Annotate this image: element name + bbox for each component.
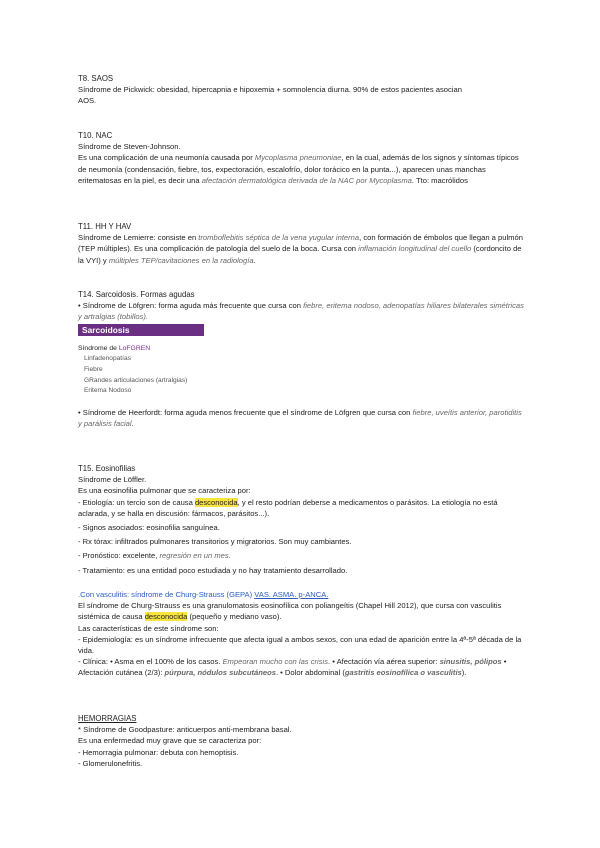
paragraph: - Clínica: • Asma en el 100% de los casos. Empeoran mucho con las crisis. • Afectación vía aérea superior: sinusitis, pólipos • Afectación cutánea (2/3): púrpura, nódulos subcutáneos. • Dolor abdominal (gastritis eosinofílica o vasculitis). [78, 657, 507, 678]
paragraph: • Síndrome de Löfgren: forma aguda más frecuente que cursa con fiebre, eritema nodoso, adenopatías hiliares bilaterales simétricas y artralgias (tobillos). [78, 301, 524, 322]
paragraph: Síndrome de Pickwick: obesidad, hipercapnia e hipoxemia + somnolencia diurna. 90% de estos pacientes asocian [78, 85, 462, 95]
churg-strauss-link[interactable]: .Con vasculitis: síndrome de Churg-Strauss (GEPA) VAS. ASMA. p-ANCA. [78, 590, 329, 599]
section-hh-hav [78, 221, 524, 266]
paragraph: Es una enfermedad muy grave que se caracteriza por: [78, 736, 262, 746]
section-title: T11. HH Y HAV [78, 222, 132, 231]
list-item: Fiebre [84, 366, 103, 373]
section-title: T14. Sarcoidosis. Formas agudas [78, 290, 195, 299]
section-title: HEMORRAGIAS [78, 714, 137, 723]
section-title: T10. NAC [78, 131, 113, 140]
lofgren-heading: Síndrome de LoFGREN [78, 344, 151, 352]
paragraph: * Síndrome de Goodpasture: anticuerpos anti-membrana basal. [78, 725, 292, 735]
section-title: T15. Eosinofilias [78, 464, 136, 473]
paragraph: - Rx tórax: infiltrados pulmonares transitorios y migratorios. Son muy cambiantes. [78, 537, 352, 547]
section-eosinofilias [78, 463, 524, 576]
paragraph: - Signos asociados: eosinofilia sanguínea. [78, 523, 220, 533]
paragraph: Síndrome de Lemierre: consiste en tromboflebitis séptica de la vena yugular interna, con formación de émbolos que llegan a pulmón (TEP múltiples). Es una complicación de patología del suelo de la boca. Cursa con inflamación longitudinal del cuello (cordoncito de la VYI) y múltiples TEP/cavitaciones en la radiología. [78, 233, 523, 265]
section-sarcoidosis [78, 289, 524, 429]
paragraph: AOS. [78, 96, 97, 106]
list-item: Linfadenopatías [84, 355, 131, 363]
section-churg-strauss [78, 589, 524, 679]
paragraph: - Pronóstico: excelente, regresión en un mes. [78, 551, 231, 561]
section-title: T8. SAOS [78, 74, 114, 83]
sarcoidosis-figure [78, 324, 524, 397]
section-nac [78, 130, 524, 186]
section-saos [78, 73, 524, 107]
sarcoidosis-banner: Sarcoidosis [78, 324, 204, 336]
paragraph: El síndrome de Churg-Strauss es una granulomatosis eosinofílica con poliangeítis (Chapel Hill 2012), que cursa con vasculitis sistémica de causa desconocida (pequeño y mediano vaso). [78, 601, 502, 622]
paragraph: - Etiología: un tercio son de causa desconocida, y el resto podrían deberse a medicamentos o parásitos. La etiología no está aclarada, y se halla en discusión: fármacos, parásitos...). [78, 497, 498, 518]
subtitle: Síndrome de Steven-Johnson. [78, 142, 181, 152]
list-item: GRandes articulaciones (artralgias) [84, 376, 188, 384]
lofgren-list [84, 354, 524, 396]
list-item: Eritema Nodoso [84, 387, 132, 395]
paragraph: Es una eosinofilia pulmonar que se caracteriza por: [78, 486, 251, 496]
paragraph: • Síndrome de Heerfordt: forma aguda menos frecuente que el síndrome de Löfgren que cursa con fiebre, uveítis anterior, parotiditis y parálisis facial. [78, 407, 522, 428]
paragraph: Las características de este síndrome son: [78, 623, 219, 633]
section-hemorragias [78, 713, 524, 769]
paragraph: - Glomerulonefritis. [78, 758, 143, 768]
paragraph: - Hemorragia pulmonar: debuta con hemoptisis. [78, 747, 239, 757]
paragraph: - Epidemiología: es un síndrome infrecuente que afecta igual a ambos sexos, con una edad de aparición entre la 4ª-5ª década de la vida. [78, 634, 522, 656]
subtitle: Síndrome de Löffler. [78, 475, 147, 485]
paragraph: - Tratamiento: es una entidad poco estudiada y no hay tratamiento desarrollado. [78, 565, 348, 575]
paragraph: Es una complicación de una neumonía causada por Mycoplasma pneumoniae, en la cual, además de los signos y síntomas típicos de neumonía (condensación, fiebre, tos, expectoración, escalofrío, dolor torácico en la punta...), aparecen unas manchas eritematosas en la piel, es decir una afectación dermatológica derivada de la NAC por Mycoplasma. Tto: macrólidos [78, 153, 519, 185]
